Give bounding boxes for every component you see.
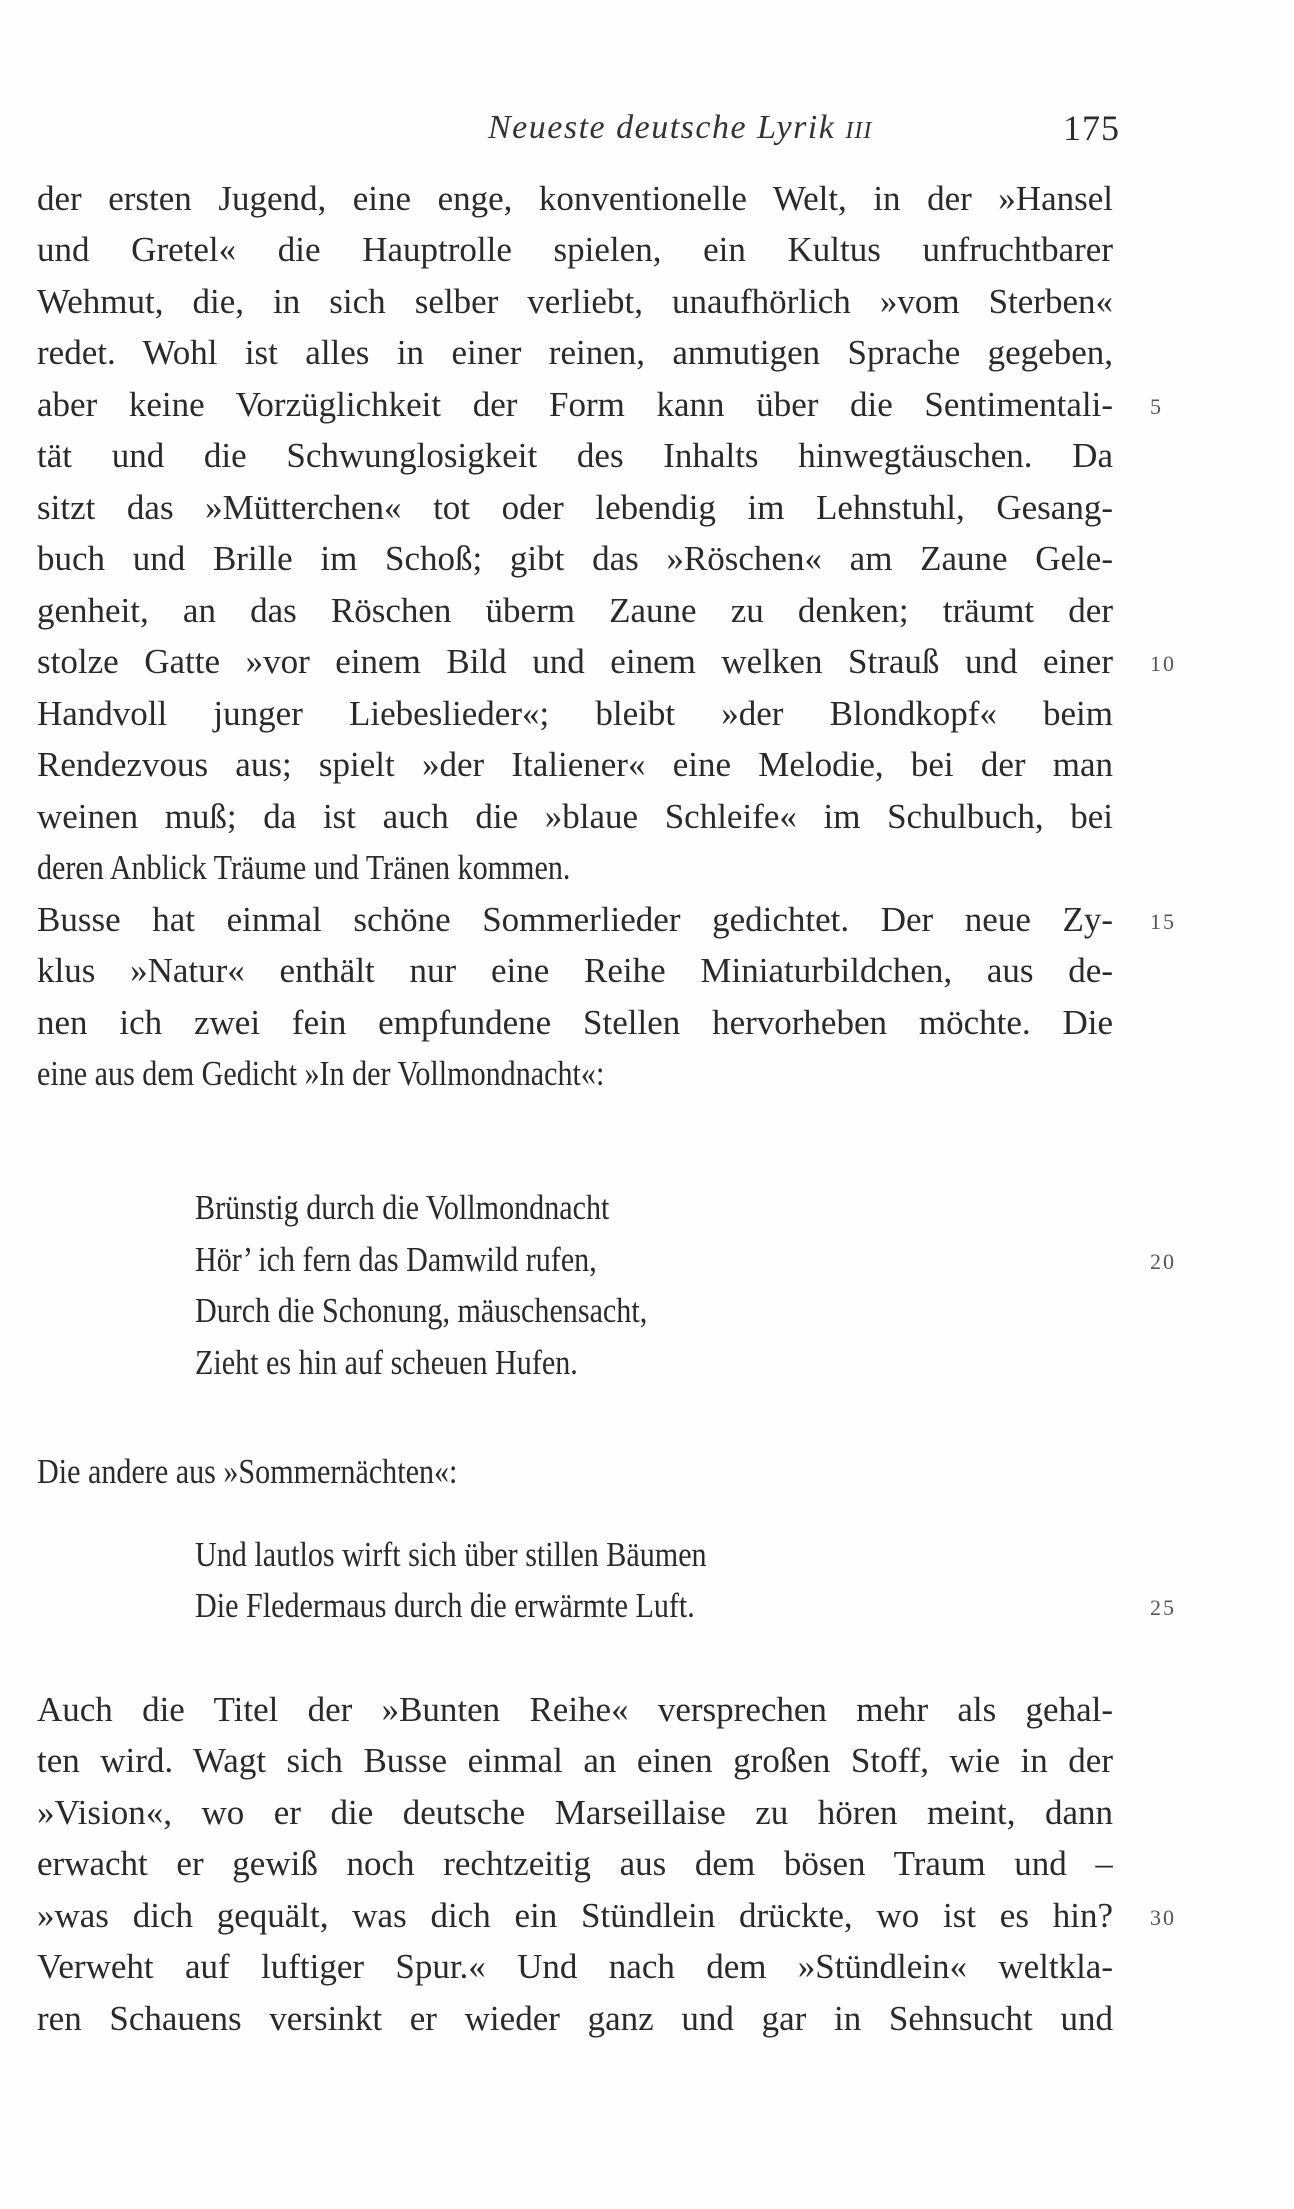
verse-line: Durch die Schonung, mäuschensacht, <box>195 1291 648 1330</box>
text-line: »Vision«, wo er die deutsche Marseillaise zu hören meint, dann <box>37 1793 1113 1832</box>
text-line: Handvoll junger Liebeslieder«; bleibt »der Blondkopf« beim <box>37 694 1113 733</box>
line-number: 20 <box>1150 1249 1176 1274</box>
text-line: sitzt das »Mütterchen« tot oder lebendig im Lehnstuhl, Gesang- <box>37 488 1113 527</box>
text-line: Verweht auf luftiger Spur.« Und nach dem »Stündlein« weltkla- <box>37 1947 1113 1986</box>
text-line: ren Schauens versinkt er wieder ganz und gar in Sehnsucht und <box>37 1999 1113 2038</box>
text-line: erwacht er gewiß noch rechtzeitig aus dem bösen Traum und – <box>37 1844 1113 1883</box>
verse-line: Hör’ ich fern das Damwild rufen, <box>195 1240 597 1279</box>
text-line: eine aus dem Gedicht »In der Vollmondnacht«: <box>37 1054 605 1093</box>
verse-line: Und lautlos wirft sich über stillen Bäumen <box>195 1535 707 1574</box>
running-title-text: Neueste deutsche Lyrik <box>488 109 836 146</box>
line-number: 5 <box>1150 394 1163 419</box>
text-line: genheit, an das Röschen überm Zaune zu denken; träumt der <box>37 591 1113 630</box>
text-line: »was dich gequält, was dich ein Stündlein drückte, wo ist es hin? <box>37 1896 1113 1935</box>
text-line: Wehmut, die, in sich selber verliebt, unaufhörlich »vom Sterben« <box>37 282 1113 321</box>
line-number: 10 <box>1150 651 1176 676</box>
text-line: ten wird. Wagt sich Busse einmal an einen großen Stoff, wie in der <box>37 1741 1113 1780</box>
verse-line: Brünstig durch die Vollmondnacht <box>195 1188 610 1227</box>
running-title <box>488 102 872 157</box>
text-line: nen ich zwei fein empfundene Stellen hervorheben möchte. Die <box>37 1003 1113 1042</box>
text-line: deren Anblick Träume und Tränen kommen. <box>37 848 571 887</box>
running-head <box>480 102 1120 154</box>
text-line: Rendezvous aus; spielt »der Italiener« eine Melodie, bei der man <box>37 745 1113 784</box>
text-line: Die andere aus »Sommernächten«: <box>37 1452 458 1491</box>
text-line: weinen muß; da ist auch die »blaue Schleife« im Schulbuch, bei <box>37 797 1113 836</box>
running-title-part: III <box>845 118 873 144</box>
text-line: stolze Gatte »vor einem Bild und einem welken Strauß und einer <box>37 642 1113 681</box>
text-line: Busse hat einmal schöne Sommerlieder gedichtet. Der neue Zy- <box>37 900 1113 939</box>
line-number: 15 <box>1150 909 1176 934</box>
verse-line: Die Fledermaus durch die erwärmte Luft. <box>195 1586 695 1625</box>
text-line: redet. Wohl ist alles in einer reinen, anmutigen Sprache gegeben, <box>37 333 1113 372</box>
text-line: und Gretel« die Hauptrolle spielen, ein Kultus unfruchtbarer <box>37 230 1113 269</box>
text-line: buch und Brille im Schoß; gibt das »Röschen« am Zaune Gele- <box>37 539 1113 578</box>
verse-line: Zieht es hin auf scheuen Hufen. <box>195 1343 578 1382</box>
text-line: tät und die Schwunglosigkeit des Inhalts hinwegtäuschen. Da <box>37 436 1113 475</box>
text-line: der ersten Jugend, eine enge, konventionelle Welt, in der »Hansel <box>37 179 1113 218</box>
line-number: 30 <box>1150 1905 1176 1930</box>
text-line: Auch die Titel der »Bunten Reihe« versprechen mehr als gehal- <box>37 1690 1113 1729</box>
page-number: 175 <box>1063 108 1120 148</box>
text-line: aber keine Vorzüglichkeit der Form kann über die Sentimentali- <box>37 385 1113 424</box>
text-line: klus »Natur« enthält nur eine Reihe Miniaturbildchen, aus de- <box>37 951 1113 990</box>
line-number: 25 <box>1150 1595 1176 1620</box>
